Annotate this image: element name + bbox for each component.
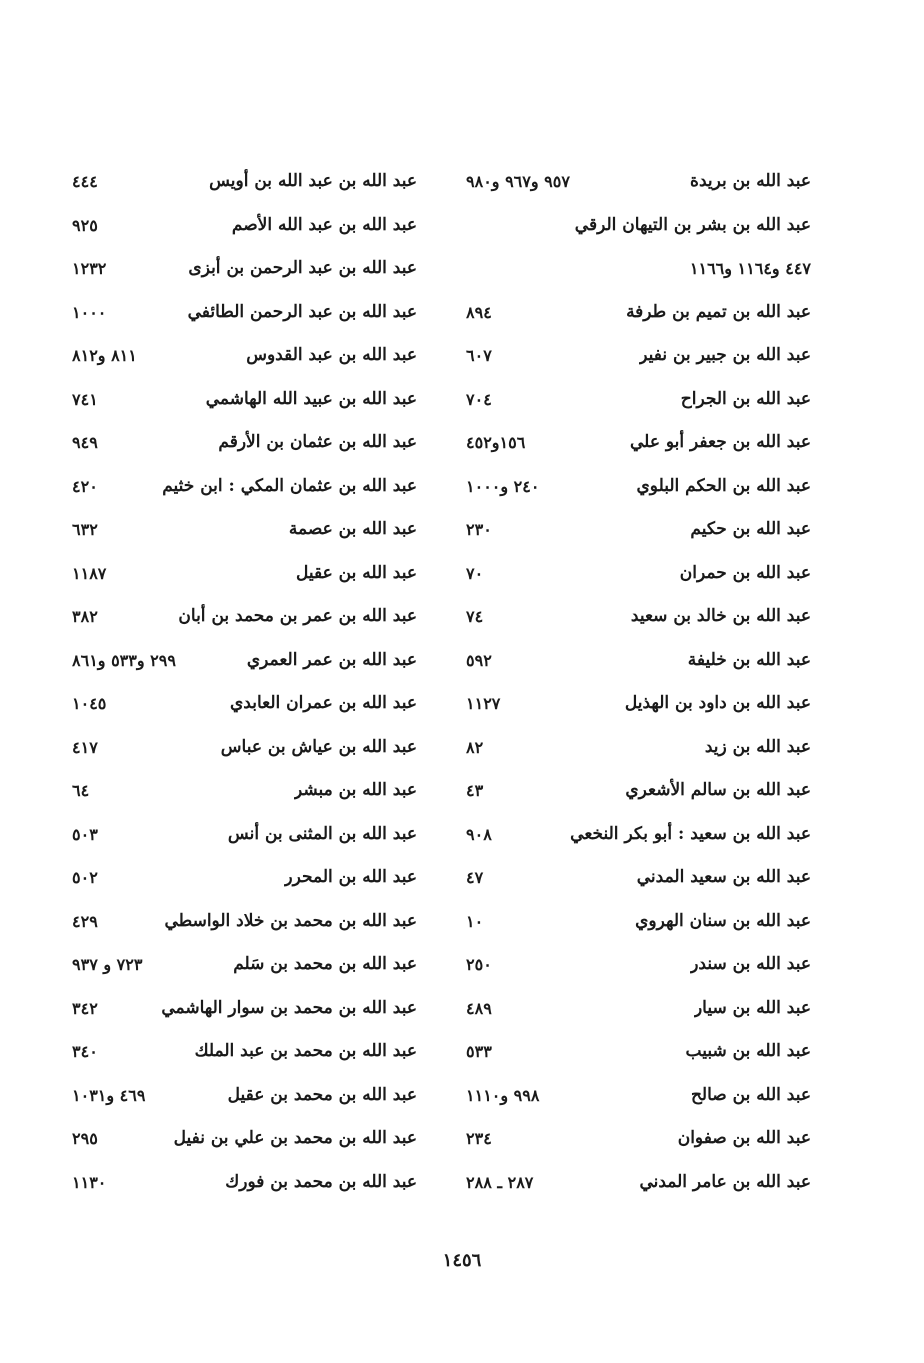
entry-pages: ١٠٠٠ xyxy=(72,302,107,322)
index-entry xyxy=(466,726,811,770)
index-entry xyxy=(466,813,811,857)
entry-pages: ١٠٤٥ xyxy=(72,694,107,713)
index-entry xyxy=(466,291,811,335)
index-entry xyxy=(466,160,811,204)
entry-pages: ٤٣ xyxy=(466,781,484,800)
entry-name: عبد الله بن محمد بن سوار الهاشمي xyxy=(161,997,417,1018)
entry-name: عبد الله بن عمران العابدي xyxy=(230,693,417,713)
index-entry xyxy=(72,987,417,1031)
entry-name: عبد الله بن صالح xyxy=(690,1084,811,1105)
entry-name: عبد الله بن عمر العمري xyxy=(246,649,417,670)
index-entry xyxy=(466,378,811,422)
index-entry xyxy=(72,465,417,509)
index-entry xyxy=(72,291,417,335)
index-entry xyxy=(466,421,811,465)
entry-pages: ٥٠٣ xyxy=(72,824,98,844)
entry-pages: ٢٨٧ ـ ٢٨٨ xyxy=(466,1172,534,1192)
entry-name: عبد الله بن تميم بن طرفة xyxy=(626,301,811,322)
entry-pages: ٤٧ xyxy=(466,868,484,887)
entry-pages: ١٢٣٢ xyxy=(72,259,107,278)
entry-name: عبد الله بن سالم الأشعري xyxy=(625,780,811,800)
entry-pages: ٧٤١ xyxy=(72,389,98,409)
entry-pages: ٩٤٩ xyxy=(72,433,98,452)
entry-name: عبد الله بن شبيب xyxy=(685,1041,811,1061)
entry-pages: ٢٩٥ xyxy=(72,1129,98,1148)
entry-name: عبد الله بن عصمة xyxy=(288,519,417,539)
entry-name: عبد الله بن الجراح xyxy=(680,388,811,409)
entry-name: عبد الله بن عامر المدني xyxy=(639,1171,811,1192)
index-entry xyxy=(72,1074,417,1118)
index-entry xyxy=(72,160,417,204)
entry-name: عبد الله بن عمر بن محمد بن أبان xyxy=(178,606,417,626)
entry-name: عبد الله بن عبد الله بن أويس xyxy=(209,171,417,191)
index-entry xyxy=(72,1161,417,1205)
entry-pages: ٥٩٢ xyxy=(466,650,492,670)
index-entry xyxy=(72,813,417,857)
entry-name: عبد الله بن الحكم البلوي xyxy=(636,475,811,496)
index-entry xyxy=(72,1030,417,1074)
entry-name: عبد الله بن خليفة xyxy=(687,649,811,670)
entry-name: عبد الله بن خالد بن سعيد xyxy=(630,606,811,626)
index-entry xyxy=(72,943,417,987)
entry-name: عبد الله بن محمد بن سَلم xyxy=(233,954,417,974)
entry-name: عبد الله بن سعيد المدني xyxy=(636,867,811,887)
index-entry xyxy=(466,508,811,552)
entry-pages: ٢٣٠ xyxy=(466,520,492,539)
entry-pages: ٥٣٣ xyxy=(466,1042,492,1061)
index-entry xyxy=(72,726,417,770)
index-entry xyxy=(72,334,417,378)
index-entry-continuation xyxy=(466,247,811,291)
entry-pages: ٤٨٩ xyxy=(466,998,492,1018)
entry-pages: ١٥٦و٤٥٢ xyxy=(466,433,526,452)
index-entry xyxy=(466,204,811,248)
index-entry xyxy=(466,334,811,378)
entry-pages: ٣٤٢ xyxy=(72,998,98,1018)
index-entry xyxy=(72,1117,417,1161)
page-number: ١٤٥٦ xyxy=(442,1250,482,1271)
entry-pages: ١٠ xyxy=(466,911,484,931)
index-entry xyxy=(72,595,417,639)
index-entry xyxy=(72,552,417,596)
entry-pages: ٣٨٢ xyxy=(72,607,98,626)
entry-name: عبد الله بن مبشر xyxy=(293,780,417,800)
entry-name: عبد الله بن المثنى بن أنس xyxy=(227,823,417,844)
entry-name: عبد الله بن صفوان xyxy=(677,1128,811,1148)
entry-name: عبد الله بن عبد الرحمن بن أبزى xyxy=(188,258,417,278)
entry-name: عبد الله بن محمد بن عقيل xyxy=(227,1084,417,1105)
entry-name: عبد الله بن بريدة xyxy=(690,171,811,191)
entry-pages: ٩٢٥ xyxy=(72,215,98,235)
index-entry xyxy=(466,682,811,726)
entry-pages: ٦٠٧ xyxy=(466,346,492,365)
entry-pages: ٨٩٤ xyxy=(466,302,492,322)
index-entry xyxy=(72,900,417,944)
entry-name: عبد الله بن عثمان المكي : ابن خثيم xyxy=(162,475,417,496)
entry-name: عبد الله بن المحرر xyxy=(284,867,417,887)
entry-pages: ٢٤٠ و١٠٠٠ xyxy=(466,476,540,496)
entry-name: عبد الله بن سندر xyxy=(690,954,811,974)
entry-name: عبد الله بن عبد القدوس xyxy=(246,345,417,365)
entry-pages: ٩٥٧ و٩٦٧ و٩٨٠ xyxy=(466,172,570,191)
entry-pages: ٢٥٠ xyxy=(466,955,492,974)
entry-pages: ٧٢٣ و ٩٣٧ xyxy=(72,955,143,974)
entry-name: عبد الله بن محمد بن خلاد الواسطي xyxy=(164,910,417,931)
entry-pages: ٦٤ xyxy=(72,781,90,800)
entry-name: عبد الله بن حمران xyxy=(679,562,811,583)
entry-pages: ٣٤٠ xyxy=(72,1042,98,1061)
entry-pages: ٦٣٢ xyxy=(72,520,98,539)
entry-pages: ٧٤ xyxy=(466,607,484,626)
entry-name: عبد الله بن عثمان بن الأرقم xyxy=(218,432,417,452)
entry-name: عبد الله بن جعفر أبو علي xyxy=(630,432,811,452)
index-entry xyxy=(72,639,417,683)
index-entry xyxy=(466,595,811,639)
entry-pages: ١١٨٧ xyxy=(72,563,107,583)
index-entry xyxy=(466,465,811,509)
index-column-right xyxy=(466,160,811,1204)
entry-name: عبد الله بن سعيد : أبو بكر النخعي xyxy=(570,823,811,844)
entry-pages: ٤٢٩ xyxy=(72,911,98,931)
entry-pages: ٤٤٤ xyxy=(72,172,98,191)
entry-name: عبد الله بن عبيد الله الهاشمي xyxy=(205,388,417,409)
index-entry xyxy=(72,856,417,900)
entry-name: عبد الله بن سنان الهروي xyxy=(635,910,811,931)
entry-pages: ٨٢ xyxy=(466,737,484,757)
entry-name: عبد الله بن زيد xyxy=(704,736,811,757)
entry-pages: ٤٤٧ و١١٦٤ و١١٦٦ xyxy=(689,259,811,278)
entry-pages: ٩٠٨ xyxy=(466,824,492,844)
entry-name: عبد الله بن عبد الرحمن الطائفي xyxy=(187,301,417,322)
entry-pages: ٢٣٤ xyxy=(466,1129,492,1148)
entry-name: عبد الله بن عبد الله الأصم xyxy=(231,214,417,235)
index-entry xyxy=(466,769,811,813)
index-entry xyxy=(72,508,417,552)
index-entry xyxy=(466,987,811,1031)
entry-pages: ٨١١ و٨١٢ xyxy=(72,346,137,365)
entry-name: عبد الله بن محمد بن علي بن نفيل xyxy=(173,1128,417,1148)
index-entry xyxy=(466,1030,811,1074)
index-entry xyxy=(466,856,811,900)
index-entry xyxy=(72,769,417,813)
index-entry xyxy=(466,639,811,683)
entry-pages: ٤٢٠ xyxy=(72,476,98,496)
entry-pages: ٤٦٩ و١٠٣١ xyxy=(72,1085,146,1105)
index-entry xyxy=(72,204,417,248)
index-entry xyxy=(466,943,811,987)
entry-pages: ٧٠ xyxy=(466,563,484,583)
index-entry xyxy=(466,552,811,596)
entry-pages: ٤١٧ xyxy=(72,737,98,757)
entry-pages: ٥٠٢ xyxy=(72,868,98,887)
entry-pages: ٧٠٤ xyxy=(466,389,492,409)
index-column-left xyxy=(72,160,417,1204)
index-entry xyxy=(466,1117,811,1161)
entry-pages: ٢٩٩ و٥٣٣ و٨٦١ xyxy=(72,650,176,670)
index-entry xyxy=(466,1161,811,1205)
entry-pages: ٩٩٨ و١١١٠ xyxy=(466,1085,540,1105)
entry-pages: ١١٣٠ xyxy=(72,1172,107,1192)
entry-name: عبد الله بن بشر بن التيهان الرقي xyxy=(574,214,811,235)
entry-name: عبد الله بن محمد بن عبد الملك xyxy=(194,1041,417,1061)
index-entry xyxy=(466,900,811,944)
entry-name: عبد الله بن حكيم xyxy=(690,519,811,539)
entry-pages: ١١٢٧ xyxy=(466,694,501,713)
index-entry xyxy=(72,378,417,422)
entry-name: عبد الله بن داود بن الهذيل xyxy=(624,693,811,713)
entry-name: عبد الله بن جبير بن نفير xyxy=(639,345,811,365)
index-entry xyxy=(72,421,417,465)
index-entry xyxy=(72,682,417,726)
index-entry xyxy=(72,247,417,291)
entry-name: عبد الله بن عقيل xyxy=(295,562,417,583)
index-entry xyxy=(466,1074,811,1118)
entry-name: عبد الله بن عياش بن عباس xyxy=(220,736,417,757)
entry-name: عبد الله بن محمد بن فورك xyxy=(225,1171,417,1192)
entry-name: عبد الله بن سيار xyxy=(693,997,811,1018)
